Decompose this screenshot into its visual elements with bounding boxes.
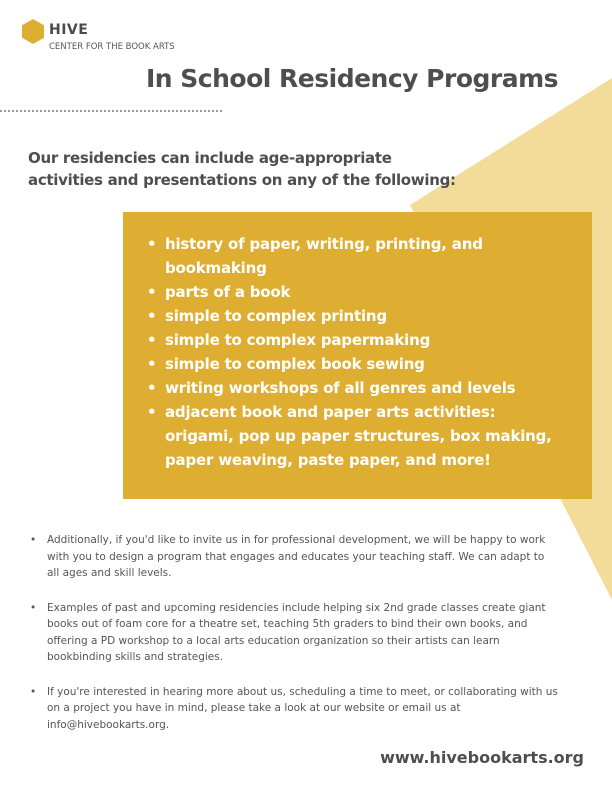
note-line: all ages and skill levels. [47,567,172,579]
page-title: In School Residency Programs [146,64,559,93]
topic-item [123,400,578,472]
website-url: www.hivebookarts.org [380,748,584,767]
topic-line: • parts of a book [165,283,291,301]
topic-line: • history of paper, writing, printing, and [165,235,483,253]
topic-line: • adjacent book and paper arts activities: [165,403,496,421]
note-line: • Examples of past and upcoming residencies include helping six 2nd grade classes create giant [47,601,546,614]
topic-line: • simple to complex book sewing [165,355,425,373]
intro-line: Our residencies can include age-appropriate [28,149,392,167]
topic-line: • simple to complex printing [165,307,387,325]
topic-line: bookmaking [165,259,267,277]
topic-item [123,376,578,400]
note-item [30,532,582,582]
topic-line: • writing workshops of all genres and levels [165,379,516,397]
note-line: • If you're interested in hearing more about us, scheduling a time to meet, or collaborating with us [47,685,558,698]
topic-item [123,304,578,328]
intro-line: activities and presentations on any of the following: [28,171,456,189]
note-line: • Additionally, if you'd like to invite us in for professional development, we will be happy to work [47,534,546,546]
note-line: on a project you have in mind, please take a look at our website or email us at [47,702,461,714]
intro-text [28,147,498,191]
note-item [30,600,582,666]
topic-line: origami, pop up paper structures, box making, [165,427,552,445]
logo-subtitle: CENTER FOR THE BOOK ARTS [49,42,175,52]
topic-item [123,280,578,304]
note-line: books out of foam core for a theatre set, teaching 5th graders to bind their own books, and [47,618,528,630]
hexagon-icon [22,19,44,44]
note-line: offering a PD workshop to a local arts education organization so their artists can learn [47,634,500,647]
dotted-divider [0,110,222,112]
topic-item [123,232,578,280]
topic-item [123,352,578,376]
note-line: info@hivebookarts.org. [47,718,170,731]
topic-line: • simple to complex papermaking [165,331,431,349]
topic-line: paper weaving, paste paper, and more! [165,451,491,469]
logo-name: HIVE [49,22,89,38]
topics-list [123,232,578,472]
note-line: bookbinding skills and strategies. [47,651,224,663]
topics-box [123,212,592,499]
note-item [30,684,582,734]
note-line: with you to design a program that engages and educates your teaching staff. We can adapt to [47,550,545,563]
notes-list [30,532,582,751]
topic-item [123,328,578,352]
